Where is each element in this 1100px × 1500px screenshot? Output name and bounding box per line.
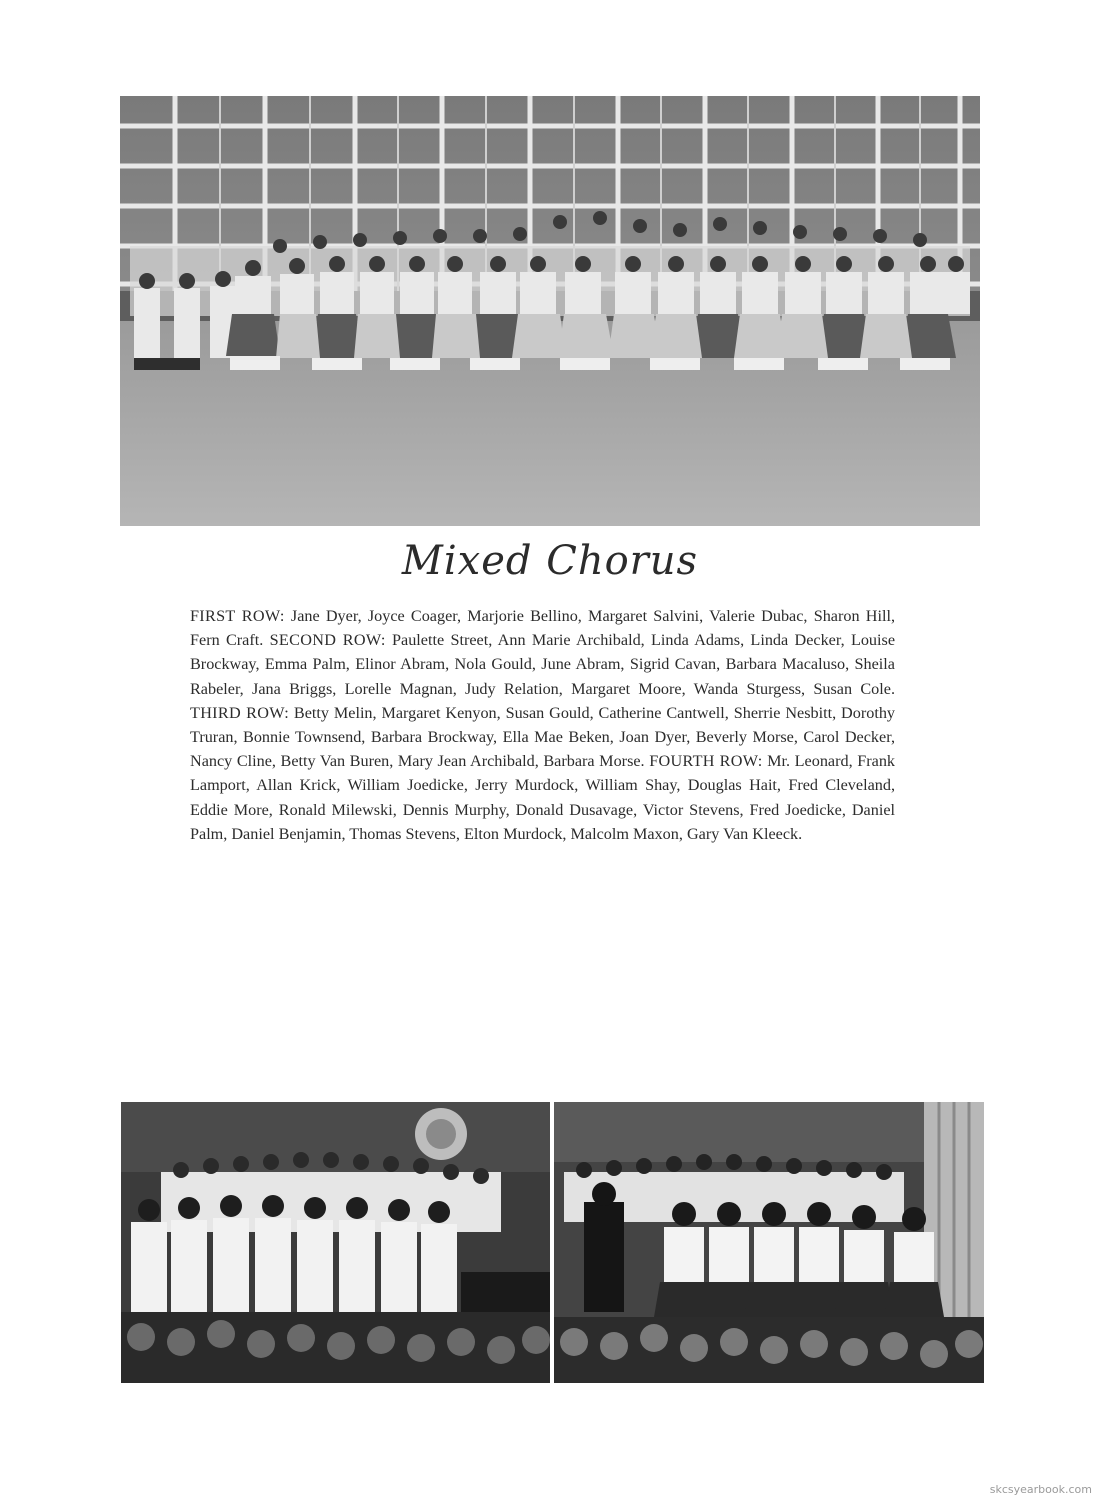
third-row-names: Betty Melin, Margaret Kenyon, Susan Gould, Catherine Cantwell, Sherrie Nesbitt, Dorothy Truran, Bonnie Townsend, Barbara Brockway, Ella Mae Beken, Joan Dyer, Beverly Morse, Carol Decker, Nancy Cline, Betty Van Buren, Mary Jean Archibald, Barbara Morse. (190, 703, 896, 771)
performance-photo-left (121, 1102, 550, 1383)
site-watermark: skcsyearbook.com (989, 1483, 1092, 1496)
group-photo-image (120, 96, 980, 526)
page-title: Mixed Chorus (401, 538, 699, 584)
second-row-label: SECOND ROW: (269, 631, 386, 650)
third-row-label: THIRD ROW: (190, 703, 290, 722)
performance-photo-left-image (121, 1102, 550, 1383)
performance-photo-right (554, 1102, 984, 1383)
first-row-names: Jane Dyer, Joyce Coager, Marjorie Bellino, Margaret Salvini, Valerie Dubac, Sharon Hill, Fern Craft. (190, 607, 895, 650)
fourth-row-names: Mr. Leonard, Frank Lamport, Allan Krick, William Joedicke, Jerry Murdock, William Shay, Douglas Hait, Fred Cleveland, Eddie More, Ronald Milewski, Dennis Murphy, Donald Dusavage, Victor Stevens, Fred Joedicke, Daniel Palm, Daniel Benjamin, Thomas Stevens, Elton Murdock, Malcolm Maxon, Gary Van Kleeck. (190, 752, 896, 843)
group-photo (120, 96, 980, 526)
second-row-names: Paulette Street, Ann Marie Archibald, Linda Adams, Linda Decker, Louise Brockway, Emma Palm, Elinor Abram, Nola Gould, June Abram, Sigrid Cavan, Barbara Macaluso, Sheila Rabeler, Jana Briggs, Lorelle Magnan, Judy Relation, Margaret Moore, Wanda Sturgess, Susan Cole. (190, 631, 896, 698)
performance-photo-right-image (554, 1102, 984, 1383)
first-row-label: FIRST ROW: (190, 607, 285, 625)
fourth-row-label: FOURTH ROW: (649, 752, 763, 771)
member-caption (190, 604, 895, 846)
